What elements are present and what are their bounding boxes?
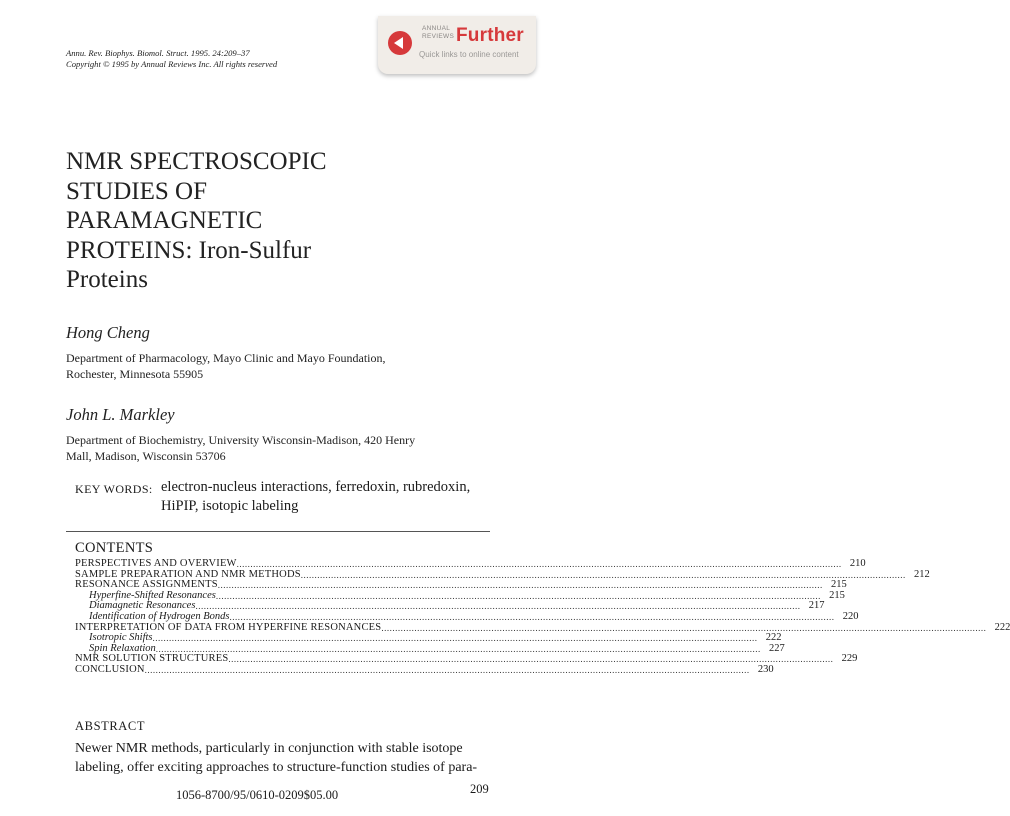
toc-leader-dots: ............................................................................................................................................................................................................................	[144, 664, 750, 675]
toc-entry-page: 217	[808, 600, 825, 612]
annual-reviews-further-badge[interactable]	[378, 16, 536, 74]
affiliation-line: Department of Pharmacology, Mayo Clinic and Mayo Foundation,	[66, 351, 386, 365]
journal-citation	[66, 48, 277, 70]
affiliation-line: Department of Biochemistry, University Wisconsin-Madison, 420 Henry	[66, 433, 416, 447]
badge-reviews-text: REVIEWS	[422, 33, 455, 40]
toc-entry-page: 215	[829, 589, 845, 601]
article-title	[66, 147, 327, 295]
section-divider	[66, 531, 490, 532]
title-line: Proteins	[66, 266, 148, 293]
toc-entry-page: 210	[849, 558, 866, 569]
toc-entry-label: INTERPRETATION OF DATA FROM HYPERFINE RESONANCES	[75, 621, 382, 633]
toc-entry-label: Identification of Hydrogen Bonds	[89, 610, 230, 622]
author-affiliation	[66, 350, 386, 382]
toc-entry-label: Diamagnetic Resonances	[89, 600, 196, 612]
contents-heading: CONTENTS	[75, 540, 154, 556]
toc-leader-dots: ............................................................................................................................................................................................................................	[300, 569, 906, 580]
toc-entry-page: 229	[841, 653, 858, 665]
badge-annual-text: ANNUAL	[422, 25, 451, 32]
toc-entry[interactable]	[75, 663, 774, 676]
toc-leader-dots: ............................................................................................................................................................................................................................	[155, 643, 761, 654]
badge-further-text: Further	[456, 25, 524, 46]
table-of-contents	[75, 558, 1010, 676]
toc-leader-dots: ............................................................................................................................................................................................................................	[228, 654, 834, 665]
article-code: 1056-8700/95/0610-0209$05.00	[176, 788, 339, 802]
keywords-list	[161, 478, 470, 516]
page-number: 209	[470, 782, 489, 796]
toc-entry-label: SAMPLE PREPARATION AND NMR METHODS	[75, 568, 301, 580]
toc-entry-label: Isotropic Shifts	[89, 632, 153, 644]
title-line: PROTEINS: Iron-Sulfur	[66, 236, 312, 264]
toc-entry-page: 215	[831, 579, 847, 591]
citation-line-2: Copyright © 1995 by Annual Reviews Inc. All rights reserved	[66, 59, 278, 69]
toc-entry-label: NMR SOLUTION STRUCTURES	[75, 653, 229, 665]
author-affiliation	[66, 432, 415, 464]
title-line: STUDIES OF	[66, 177, 207, 205]
abstract-line: labeling, offer exciting approaches to structure-function studies of para-	[75, 760, 478, 775]
toc-leader-dots: ............................................................................................................................................................................................................................	[229, 611, 835, 622]
back-arrow-icon	[388, 31, 412, 55]
toc-leader-dots: ............................................................................................................................................................................................................................	[381, 622, 987, 633]
author-name: John L. Markley	[66, 405, 175, 424]
badge-tagline: Quick links to online content	[419, 50, 519, 59]
keywords-line: electron-nucleus interactions, ferredoxin, rubredoxin,	[161, 479, 471, 495]
toc-entry-page: 220	[842, 610, 859, 622]
affiliation-line: Rochester, Minnesota 55905	[66, 367, 204, 381]
toc-entry-label: CONCLUSION	[75, 663, 145, 675]
toc-entry-label: Hyperfine-Shifted Resonances	[89, 589, 216, 601]
toc-entry-page: 212	[914, 568, 930, 580]
toc-entry-page: 222	[765, 632, 782, 644]
author-name: Hong Cheng	[66, 323, 150, 342]
toc-leader-dots: ............................................................................................................................................................................................................................	[215, 590, 821, 601]
toc-leader-dots: ............................................................................................................................................................................................................................	[195, 601, 801, 612]
toc-leader-dots: ............................................................................................................................................................................................................................	[217, 580, 823, 591]
toc-entry-page: 230	[757, 663, 774, 675]
toc-entry-page: 222	[994, 621, 1010, 633]
toc-entry-label: Spin Relaxation	[89, 642, 156, 654]
toc-entry-page: 227	[769, 642, 785, 654]
toc-entry-label: RESONANCE ASSIGNMENTS	[75, 579, 218, 591]
citation-line-1: Annu. Rev. Biophys. Biomol. Struct. 1995. 24:209–37	[66, 48, 250, 58]
toc-entry[interactable]	[75, 610, 859, 623]
toc-leader-dots: ............................................................................................................................................................................................................................	[236, 559, 842, 569]
keywords-line: HiPIP, isotopic labeling	[161, 498, 299, 514]
abstract-line: Newer NMR methods, particularly in conjunction with stable isotope	[75, 741, 463, 756]
abstract-heading: ABSTRACT	[75, 719, 146, 733]
title-line: PARAMAGNETIC	[66, 207, 263, 234]
abstract-text	[75, 739, 489, 777]
toc-entry-label: PERSPECTIVES AND OVERVIEW	[75, 558, 237, 569]
keywords-label: KEY WORDS:	[75, 482, 153, 496]
toc-leader-dots: ............................................................................................................................................................................................................................	[152, 633, 758, 644]
affiliation-line: Mall, Madison, Wisconsin 53706	[66, 449, 226, 463]
title-line: NMR SPECTROSCOPIC	[66, 148, 327, 175]
toc-entry[interactable]	[75, 558, 866, 570]
